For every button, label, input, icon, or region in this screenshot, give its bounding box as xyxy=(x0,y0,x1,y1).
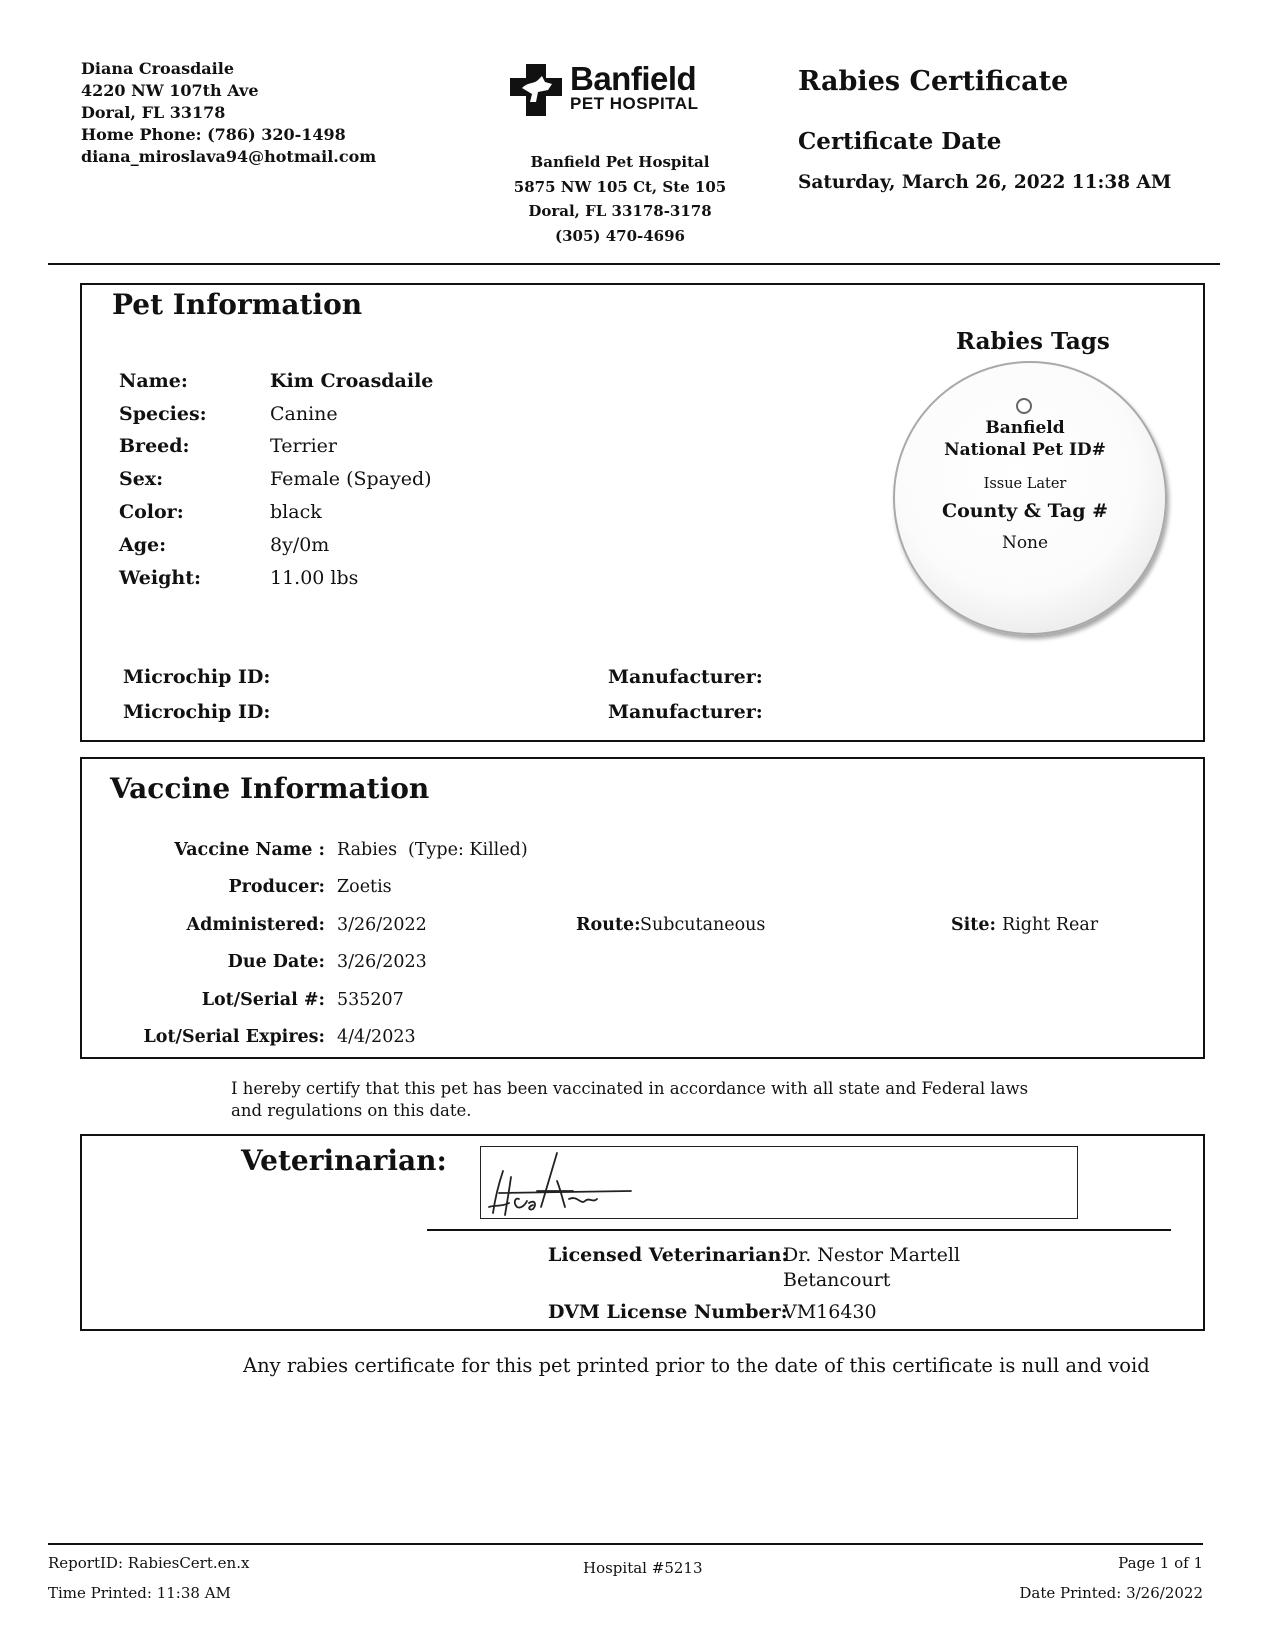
certificate-date-label: Certificate Date xyxy=(798,128,1002,155)
clinic-address-line1: 5875 NW 105 Ct, Ste 105 xyxy=(513,177,727,196)
microchip-id-label-1: Microchip ID: xyxy=(123,666,271,688)
null-void-notice: Any rabies certificate for this pet printed prior to the date of this certificate is null and void xyxy=(243,1354,1150,1377)
header-divider xyxy=(48,263,1220,265)
tag-hole-icon xyxy=(1016,398,1032,414)
vaccine-name-label: Vaccine Name : xyxy=(174,840,325,860)
report-id: ReportID: RabiesCert.en.x xyxy=(48,1554,250,1572)
tag-county-label: County & Tag # xyxy=(941,500,1109,522)
owner-address-line2: Doral, FL 33178 xyxy=(81,103,226,122)
lot-serial-label: Lot/Serial #: xyxy=(201,990,325,1010)
microchip-id-label-2: Microchip ID: xyxy=(123,701,271,723)
owner-name: Diana Croasdaile xyxy=(81,59,234,78)
pet-name-value: Kim Croasdaile xyxy=(270,370,434,392)
vaccine-name-value: Rabies xyxy=(337,840,398,860)
veterinarian-title: Veterinarian: xyxy=(241,1144,447,1177)
administered-label: Administered: xyxy=(186,915,325,935)
owner-block xyxy=(81,58,376,168)
logo-wordmark: Banfield xyxy=(570,60,697,97)
owner-email: diana_miroslava94@hotmail.com xyxy=(81,147,377,166)
banfield-logo-icon xyxy=(508,62,564,118)
pet-species-value: Canine xyxy=(270,403,338,425)
licensed-veterinarian-name: Dr. Nestor Martell xyxy=(783,1244,961,1266)
vaccine-information-title: Vaccine Information xyxy=(110,772,430,805)
veterinarian-signature xyxy=(481,1147,1079,1220)
signature-box xyxy=(480,1146,1078,1219)
footer-divider xyxy=(48,1543,1203,1545)
producer-label: Producer: xyxy=(228,877,325,897)
lot-expires-label: Lot/Serial Expires: xyxy=(143,1027,325,1047)
pet-breed-label: Breed: xyxy=(119,435,190,457)
lot-serial-value: 535207 xyxy=(337,990,404,1010)
pet-color-label: Color: xyxy=(119,501,184,523)
licensed-veterinarian-label: Licensed Veterinarian: xyxy=(548,1244,789,1266)
date-printed: Date Printed: 3/26/2022 xyxy=(1019,1584,1203,1602)
dvm-license-value: VM16430 xyxy=(783,1301,877,1323)
certificate-title: Rabies Certificate xyxy=(798,66,1069,97)
banfield-logo xyxy=(508,60,703,120)
pet-weight-label: Weight: xyxy=(119,567,201,589)
hospital-number: Hospital #5213 xyxy=(583,1559,703,1577)
pet-breed-row xyxy=(119,435,337,457)
due-date-label: Due Date: xyxy=(227,952,325,972)
tag-national-id-value: Issue Later xyxy=(983,476,1067,492)
tag-county-value: None xyxy=(1001,533,1049,553)
owner-address-line1: 4220 NW 107th Ave xyxy=(81,81,259,100)
pet-species-label: Species: xyxy=(119,403,207,425)
pet-age-label: Age: xyxy=(119,534,167,556)
pet-color-value: black xyxy=(270,501,322,523)
pet-information-title: Pet Information xyxy=(112,288,363,321)
rabies-tags-title: Rabies Tags xyxy=(956,328,1110,355)
pet-species-row xyxy=(119,403,338,425)
pet-sex-row xyxy=(119,468,432,490)
logo-subtitle: PET HOSPITAL xyxy=(570,94,699,113)
signature-line xyxy=(427,1229,1171,1231)
administered-value: 3/26/2022 xyxy=(337,915,427,935)
dvm-license-label: DVM License Number: xyxy=(548,1301,788,1323)
owner-phone: Home Phone: (786) 320-1498 xyxy=(81,125,346,144)
pet-weight-value: 11.00 lbs xyxy=(270,567,359,589)
pet-sex-value: Female (Spayed) xyxy=(270,468,432,490)
due-date-value: 3/26/2023 xyxy=(337,952,427,972)
vaccine-type-value: (Type: Killed) xyxy=(408,840,528,860)
site-value: Right Rear xyxy=(1002,915,1099,935)
pet-breed-value: Terrier xyxy=(270,435,338,457)
tag-national-id-label: National Pet ID# xyxy=(944,440,1106,460)
certificate-date: Saturday, March 26, 2022 11:38 AM xyxy=(798,172,1172,193)
pet-sex-label: Sex: xyxy=(119,468,164,490)
route-label: Route: xyxy=(576,915,641,935)
certification-statement: I hereby certify that this pet has been vaccinated in accordance with all state and Federal laws and regulations on this date. xyxy=(231,1079,1029,1120)
pet-color-row xyxy=(119,501,322,523)
licensed-veterinarian-name-line2: Betancourt xyxy=(783,1269,891,1291)
pet-age-value: 8y/0m xyxy=(270,534,330,556)
time-printed: Time Printed: 11:38 AM xyxy=(48,1584,231,1602)
tag-brand: Banfield xyxy=(985,418,1065,438)
lot-expires-value: 4/4/2023 xyxy=(337,1027,416,1047)
pet-age-row xyxy=(119,534,329,556)
clinic-phone: (305) 470-4696 xyxy=(554,226,685,245)
route-value: Subcutaneous xyxy=(640,915,766,935)
producer-value: Zoetis xyxy=(337,877,392,897)
pet-name-row xyxy=(119,370,433,392)
pet-name-label: Name: xyxy=(119,370,188,392)
page-number: Page 1 of 1 xyxy=(1118,1554,1203,1572)
clinic-name: Banfield Pet Hospital xyxy=(530,153,710,171)
manufacturer-label-2: Manufacturer: xyxy=(608,701,763,723)
site-label: Site: xyxy=(951,915,996,935)
clinic-address xyxy=(500,150,740,248)
clinic-address-line2: Doral, FL 33178-3178 xyxy=(528,202,712,220)
manufacturer-label-1: Manufacturer: xyxy=(608,666,763,688)
pet-weight-row xyxy=(119,567,358,589)
